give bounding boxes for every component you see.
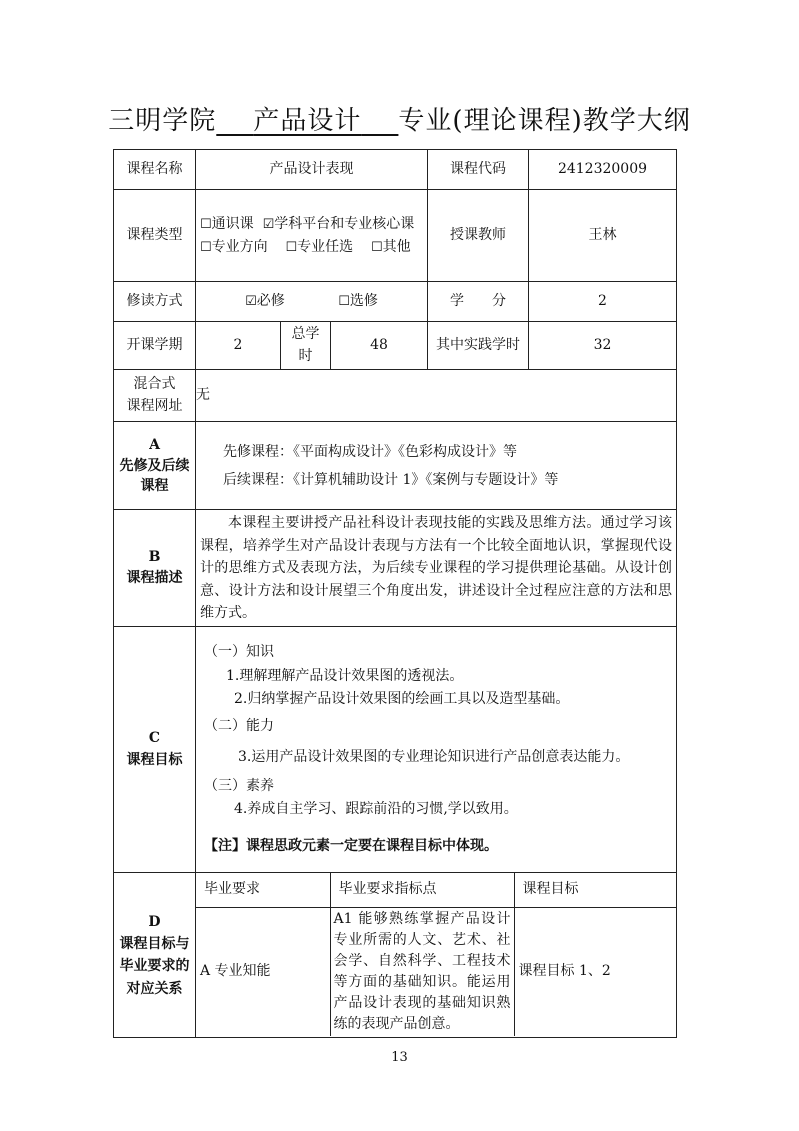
description-text: 本课程主要讲授产品社科设计表现技能的实践及思维方法。通过学习该课程，培养学生对产品设计表现与方法有一个比较全面地认识，掌握现代设计的思维方式及表现方法，为后续专业课程的学习提供理论基础。从设计创意、设计方法和设计展望三个角度出发，讲述设计全过程应注意的方法和思维方式。 — [196, 510, 677, 627]
goal-heading-ability: （二）能力 — [204, 717, 274, 734]
semester-label: 开课学期 — [114, 322, 196, 370]
total-hours-value: 48 — [331, 322, 428, 370]
prereq-line: 先修课程：《平面构成设计》《色彩构成设计》等 — [223, 443, 517, 460]
checkbox-core-icon: ☑ — [262, 216, 275, 232]
mapping-header-requirement: 毕业要求 — [196, 873, 330, 907]
course-type-label: 课程类型 — [114, 190, 196, 282]
practice-hours-value: 32 — [529, 322, 677, 370]
course-name-label: 课程名称 — [114, 150, 196, 190]
teacher-label: 授课教师 — [428, 190, 529, 282]
mapping-indicator: A1 能够熟练掌握产品设计专业所需的人文、艺术、社会学、自然科学、工程技术等方面的基础知识。能运用产品设计表现的基础知识熟练的表现产品创意。 — [330, 907, 514, 1036]
row-semester — [114, 322, 677, 370]
course-url-value: 无 — [196, 370, 677, 422]
mapping-requirement: A 专业知能 — [196, 907, 330, 1036]
credit-label: 学 分 — [428, 282, 529, 322]
checkbox-required-icon: ☑ — [245, 293, 257, 309]
goal-heading-quality: （三）素养 — [204, 777, 274, 794]
course-type-options: ☐通识课 ☑学科平台和专业核心课 ☐专业方向 ☐专业任选 ☐其他 — [196, 190, 428, 282]
checkbox-other-icon: ☐ — [370, 239, 383, 255]
mapping-label: D 课程目标与 毕业要求的 对应关系 — [114, 873, 196, 1038]
checkbox-elective-icon: ☐ — [338, 293, 350, 309]
goal-heading-knowledge: （一）知识 — [204, 644, 274, 661]
study-mode-options: ☑必修 ☐选修 — [196, 282, 428, 322]
followup-line: 后续课程：《计算机辅助设计 1》《案例与专题设计》等 — [223, 471, 559, 488]
description-label: B 课程描述 — [114, 510, 196, 627]
mapping-header-goal: 课程目标 — [514, 873, 676, 907]
checkbox-general-icon: ☐ — [200, 216, 212, 232]
row-study-mode — [114, 282, 677, 322]
mapping-header-indicator: 毕业要求指标点 — [330, 873, 514, 907]
goal-item: 1.理解理解产品设计效果图的透视法。 — [226, 667, 464, 684]
row-goals — [114, 627, 677, 873]
checkbox-optional-icon: ☐ — [285, 239, 298, 255]
practice-hours-label: 其中实践学时 — [428, 322, 529, 370]
total-hours-label: 总学时 — [281, 322, 331, 370]
checkbox-direction-icon: ☐ — [200, 239, 212, 255]
course-code-label: 课程代码 — [428, 150, 529, 190]
teacher-value: 王林 — [529, 190, 677, 282]
mapping-row — [196, 907, 676, 1036]
mapping-table — [196, 873, 676, 1036]
credit-value: 2 — [529, 282, 677, 322]
goal-item: 3.运用产品设计效果图的专业理论知识进行产品创意表达能力。 — [238, 748, 630, 765]
goal-item: 4.养成自主学习、跟踪前沿的习惯,学以致用。 — [234, 801, 518, 818]
syllabus-table — [113, 149, 677, 1038]
mapping-goal: 课程目标 1、2 — [514, 907, 676, 1036]
goal-item: 2.归纳掌握产品设计效果图的绘画工具以及造型基础。 — [234, 690, 570, 707]
prereq-content — [196, 422, 677, 510]
semester-value: 2 — [196, 322, 281, 370]
prereq-label: A 先修及后续 课程 — [114, 422, 196, 510]
row-prerequisites — [114, 422, 677, 510]
row-course-url — [114, 370, 677, 422]
course-url-label: 混合式 课程网址 — [114, 370, 196, 422]
page-number: 13 — [391, 1050, 408, 1065]
mapping-table-cell — [196, 873, 677, 1038]
row-course-type — [114, 190, 677, 282]
course-name-value: 产品设计表现 — [196, 150, 428, 190]
goals-label: C 课程目标 — [114, 627, 196, 873]
row-mapping — [114, 873, 677, 1038]
row-description — [114, 510, 677, 627]
course-code-value: 2412320009 — [529, 150, 677, 190]
page-title: 三明学院 产品设计 专业(理论课程)教学大纲 — [108, 106, 691, 136]
row-course-name — [114, 150, 677, 190]
goal-note: 【注】课程思政元素一定要在课程目标中体现。 — [204, 838, 498, 855]
mapping-header-row — [196, 873, 676, 907]
goals-content — [196, 627, 677, 873]
study-mode-label: 修读方式 — [114, 282, 196, 322]
